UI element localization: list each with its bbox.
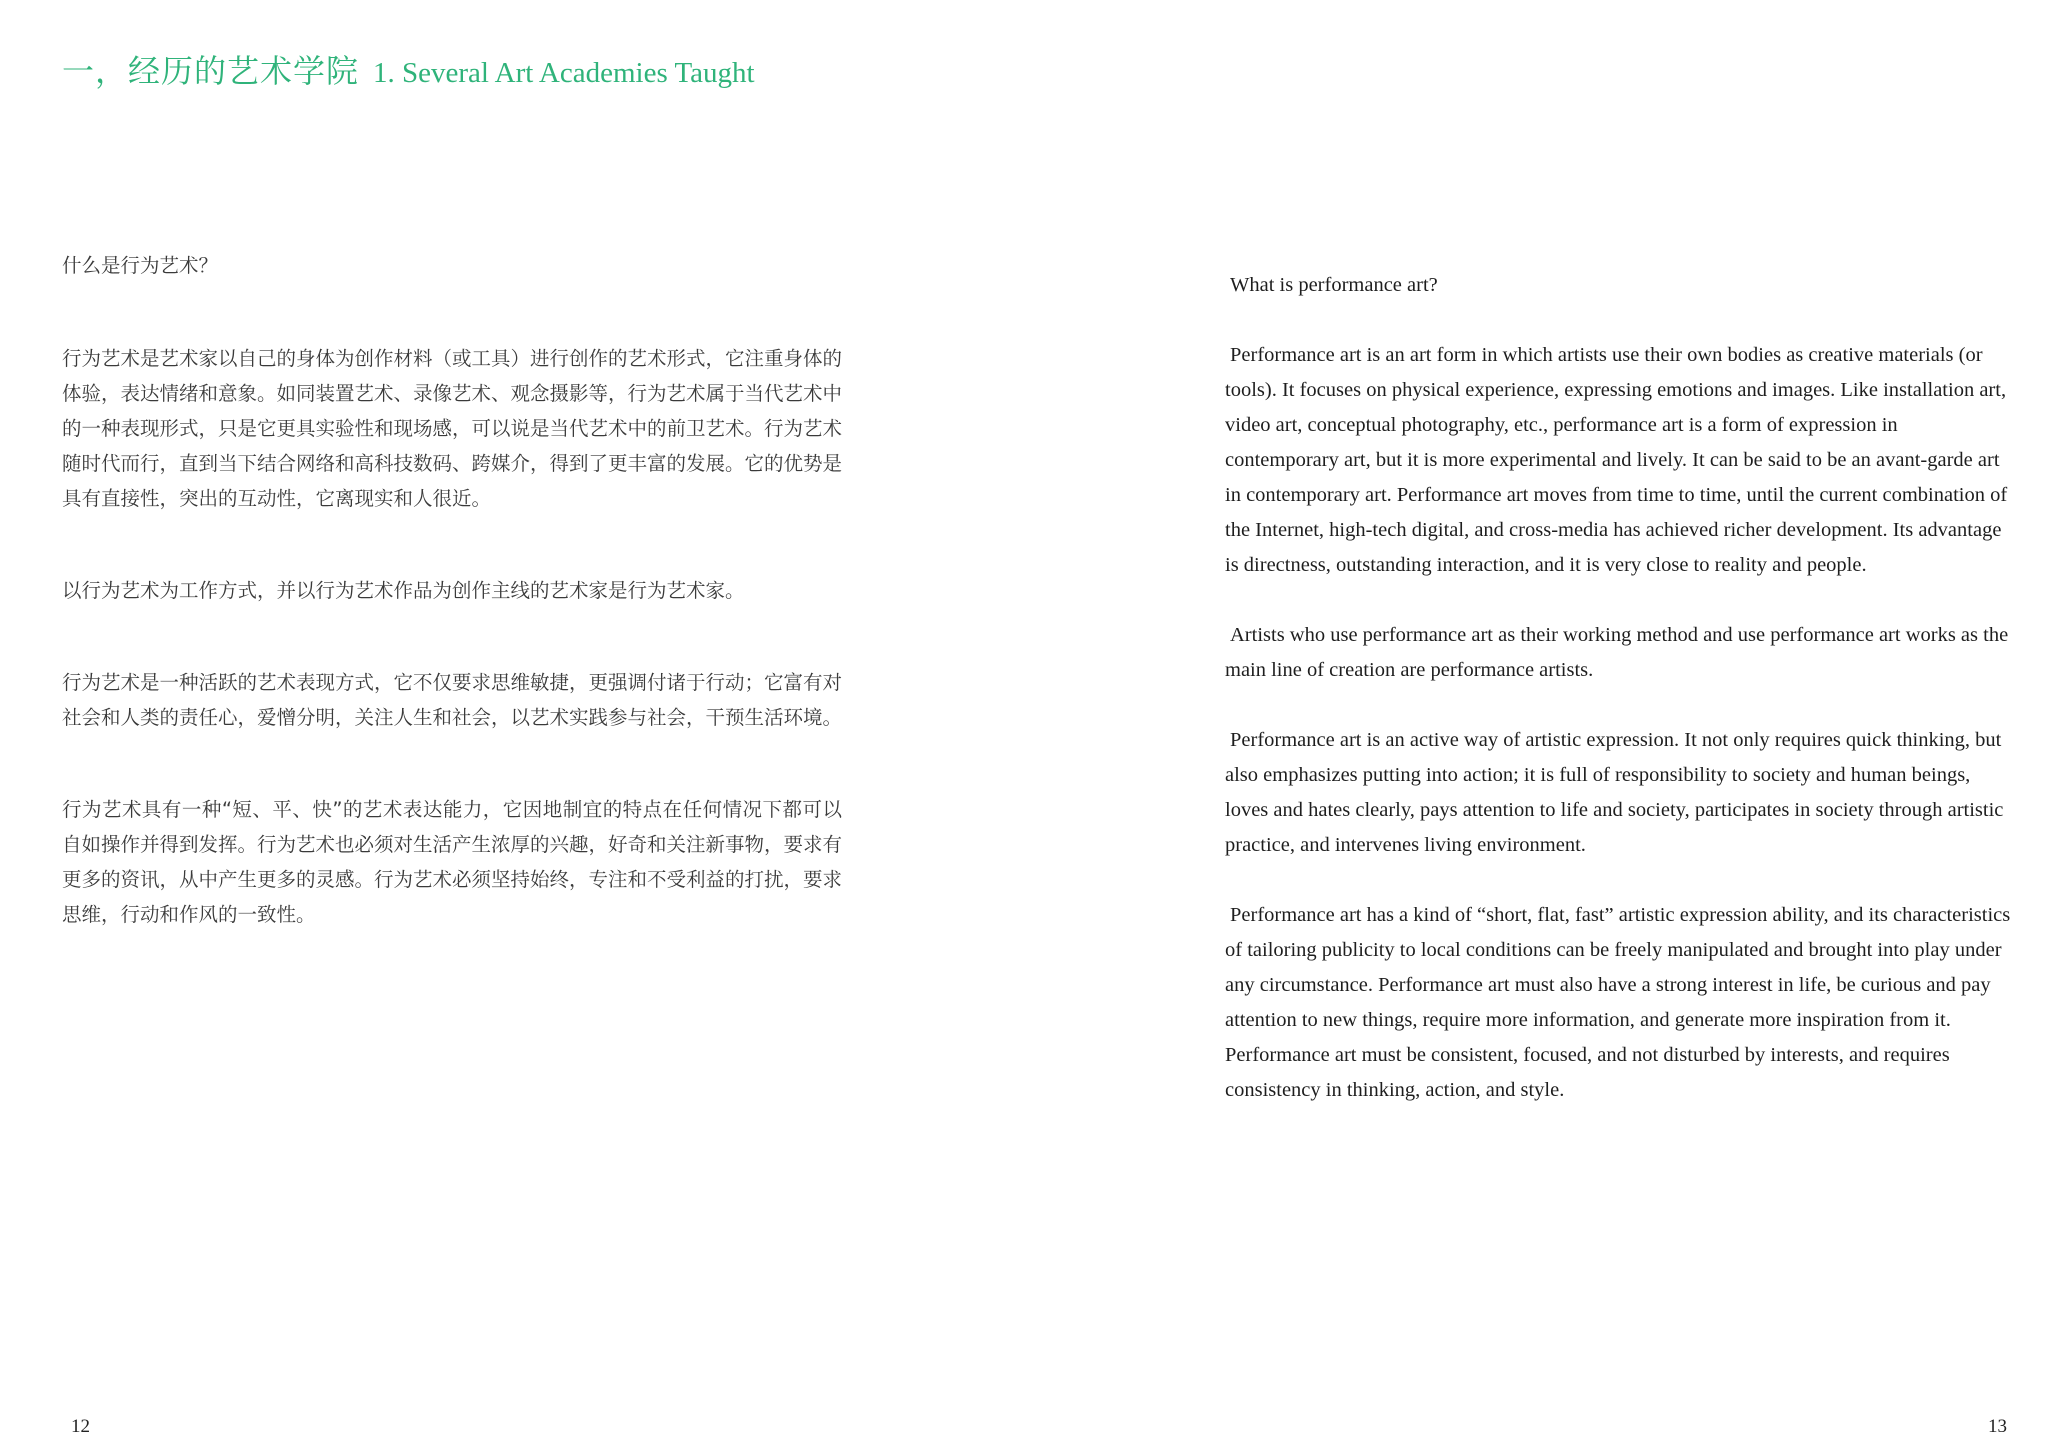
section-heading-chinese: 一，经历的艺术学院 xyxy=(62,52,360,90)
page-number-right: 13 xyxy=(1988,1416,2007,1437)
chinese-question: 什么是行为艺术？ xyxy=(62,254,219,277)
section-heading xyxy=(62,52,755,91)
section-heading-english: 1. Several Art Academies Taught xyxy=(373,57,755,89)
right-page xyxy=(1024,0,2048,1449)
chinese-text-column xyxy=(62,248,842,989)
english-paragraph-2: Artists who use performance art as their working method and use performance art works as the main line of creation are performance artists. xyxy=(1225,624,2009,681)
chinese-paragraph-2: 以行为艺术为工作方式，并以行为艺术作品为创作主线的艺术家是行为艺术家。 xyxy=(62,579,745,602)
chinese-paragraph-4: 行为艺术具有一种“短、平、快”的艺术表达能力，它因地制宜的特点在任何情况下都可以自如操作并得到发挥。行为艺术也必须对生活产生浓厚的兴趣，好奇和关注新事物，要求有更多的资讯，从中产生更多的灵感。行为艺术必须坚持始终，专注和不受利益的打扰，要求思维，行动和作风的一致性。 xyxy=(62,798,843,926)
english-question: What is performance art? xyxy=(1230,274,1438,296)
chinese-paragraph-1: 行为艺术是艺术家以自己的身体为创作材料（或工具）进行创作的艺术形式，它注重身体的体验，表达情绪和意象。如同装置艺术、录像艺术、观念摄影等，行为艺术属于当代艺术中的一种表现形式，只是它更具实验性和现场感，可以说是当代艺术中的前卫艺术。行为艺术随时代而行，直到当下结合网络和高科技数码、跨媒介，得到了更丰富的发展。它的优势是具有直接性，突出的互动性，它离现实和人很近。 xyxy=(62,347,843,510)
page-number-left: 12 xyxy=(71,1416,90,1437)
english-paragraph-4: Performance art has a kind of “short, flat, fast” artistic expression ability, and its characteristics of tailoring publicity to local conditions can be freely manipulated and brought into play under any circumstance. Performance art must also have a strong interest in life, be curious and pay attention to new things, require more information, and generate more inspiration from it. Performance art must be consistent, focused, and not disturbed by interests, and requires consistency in thinking, action, and style. xyxy=(1225,904,2011,1101)
english-paragraph-3: Performance art is an active way of artistic expression. It not only requires quick thinking, but also emphasizes putting into action; it is full of responsibility to society and human beings, loves and hates clearly, pays attention to life and society, participates in society through artistic practice, and intervenes living environment. xyxy=(1225,729,2004,856)
english-paragraph-1: Performance art is an art form in which artists use their own bodies as creative materials (or tools). It focuses on physical experience, expressing emotions and images. Like installation art, video art, conceptual photography, etc., performance art is a form of expression in contemporary art, but it is more experimental and lively. It can be said to be an avant-garde art in contemporary art. Performance art moves from time to time, until the current combination of the Internet, high-tech digital, and cross-media has achieved richer development. Its advantage is directness, outstanding interaction, and it is very close to reality and people. xyxy=(1225,344,2008,576)
chinese-paragraph-3: 行为艺术是一种活跃的艺术表现方式，它不仅要求思维敏捷，更强调付诸于行动；它富有对社会和人类的责任心，爱憎分明，关注人生和社会，以艺术实践参与社会，干预生活环境。 xyxy=(62,671,843,729)
english-text-column xyxy=(1225,268,2015,1143)
